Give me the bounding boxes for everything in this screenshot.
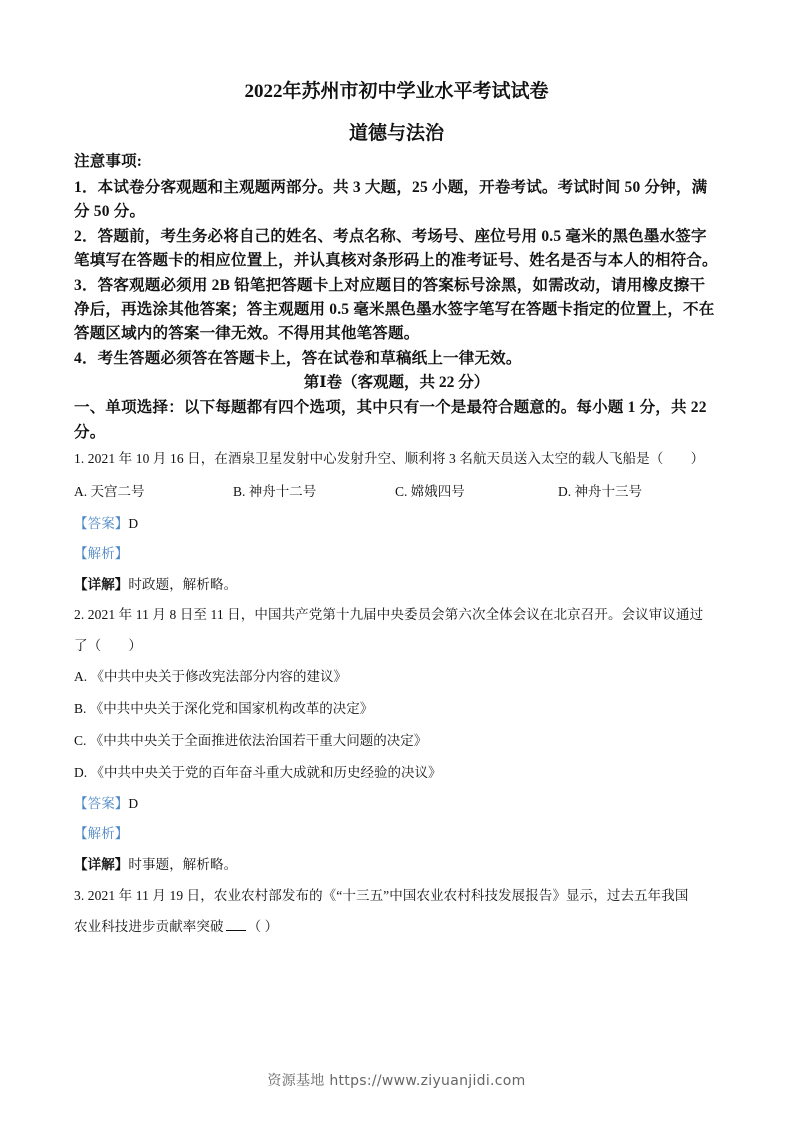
section-instruction: 一、单项选择：以下每题都有四个选项，其中只有一个是最符合题意的。每小题 1 分，共 22 bbox=[74, 399, 707, 416]
question-stem: 1. 2021 年 10 月 16 日，在酒泉卫星发射中心发射升空、顺利将 3 名航天员送入太空的载人飞船是（ ） bbox=[74, 451, 705, 466]
answer-label: 【答案】 bbox=[74, 796, 129, 811]
answer-value: D bbox=[128, 516, 139, 531]
detail-row bbox=[74, 573, 237, 593]
analysis-label: 【解析】 bbox=[74, 546, 129, 561]
detail-label: 【详解】 bbox=[74, 577, 129, 592]
question-paren: （ ） bbox=[247, 919, 279, 934]
question-stem: 3. 2021 年 11 月 19 日，农业农村部发布的《“十三五”中国农业农村科技发展报告》显示，过去五年我国 bbox=[74, 888, 689, 903]
detail-row bbox=[74, 853, 237, 873]
notice-line: 2．答题前，考生务必将自己的姓名、考点名称、考场号、座位号用 0.5 毫米的黑色墨水签字 bbox=[74, 228, 707, 245]
notice-line: 笔填写在答题卡的相应位置上，并认真核对条形码上的准考证号、姓名是否与本人的相符合。 bbox=[74, 252, 718, 269]
option-c: C. 嫦娥四号 bbox=[395, 484, 465, 499]
detail-label: 【详解】 bbox=[74, 857, 129, 872]
option-b: B. 《中共中央关于深化党和国家机构改革的决定》 bbox=[74, 701, 374, 716]
option-d: D. 《中共中央关于党的百年奋斗重大成就和历史经验的决议》 bbox=[74, 765, 442, 780]
section-title: 第Ⅰ卷（客观题，共 22 分） bbox=[303, 374, 490, 391]
notice-line: 分 50 分。 bbox=[74, 203, 146, 220]
exam-title: 2022年苏州市初中学业水平考试试卷 bbox=[244, 81, 549, 102]
answer-row bbox=[74, 512, 138, 532]
question-stem: 2. 2021 年 11 月 8 日至 11 日，中国共产党第十九届中央委员会第六次全体会议在北京召开。会议审议通过 bbox=[74, 607, 704, 622]
notice-line: 3．答客观题必须用 2B 铅笔把答题卡上对应题目的答案标号涂黑，如需改动，请用橡皮擦干 bbox=[74, 277, 706, 294]
notice-heading: 注意事项: bbox=[74, 153, 143, 170]
watermark-footer: 资源基地 https://www.ziyuanjidi.com bbox=[267, 1073, 526, 1089]
detail-text: 时政题，解析略。 bbox=[128, 577, 238, 592]
question-stem: 农业科技进步贡献率突破 bbox=[74, 919, 224, 934]
option-c: C. 《中共中央关于全面推进依法治国若干重大问题的决定》 bbox=[74, 733, 428, 748]
notice-line: 1．本试卷分客观题和主观题两部分。共 3 大题，25 小题，开卷考试。考试时间 50 分钟，满 bbox=[74, 179, 708, 196]
detail-text: 时事题，解析略。 bbox=[128, 857, 238, 872]
notice-line: 答题区域内的答案一律无效。不得用其他笔答题。 bbox=[74, 325, 420, 342]
option-b: B. 神舟十二号 bbox=[233, 484, 317, 499]
option-a: A. 《中共中央关于修改宪法部分内容的建议》 bbox=[74, 669, 347, 684]
answer-value: D bbox=[128, 796, 139, 811]
question-stem-line bbox=[74, 915, 278, 935]
answer-row bbox=[74, 792, 138, 812]
option-a: A. 天宫二号 bbox=[74, 484, 145, 499]
analysis-label: 【解析】 bbox=[74, 826, 129, 841]
option-d: D. 神舟十三号 bbox=[558, 484, 642, 499]
fill-blank bbox=[226, 918, 246, 931]
answer-label: 【答案】 bbox=[74, 516, 129, 531]
notice-line: 净后，再选涂其他答案；答主观题用 0.5 毫米黑色墨水签字笔写在答题卡指定的位置上，不在 bbox=[74, 301, 715, 318]
section-instruction: 分。 bbox=[74, 424, 106, 441]
subject-title: 道德与法治 bbox=[348, 123, 444, 144]
question-stem: 了（ ） bbox=[74, 638, 142, 653]
notice-line: 4．考生答题必须答在答题卡上，答在试卷和草稿纸上一律无效。 bbox=[74, 350, 522, 367]
